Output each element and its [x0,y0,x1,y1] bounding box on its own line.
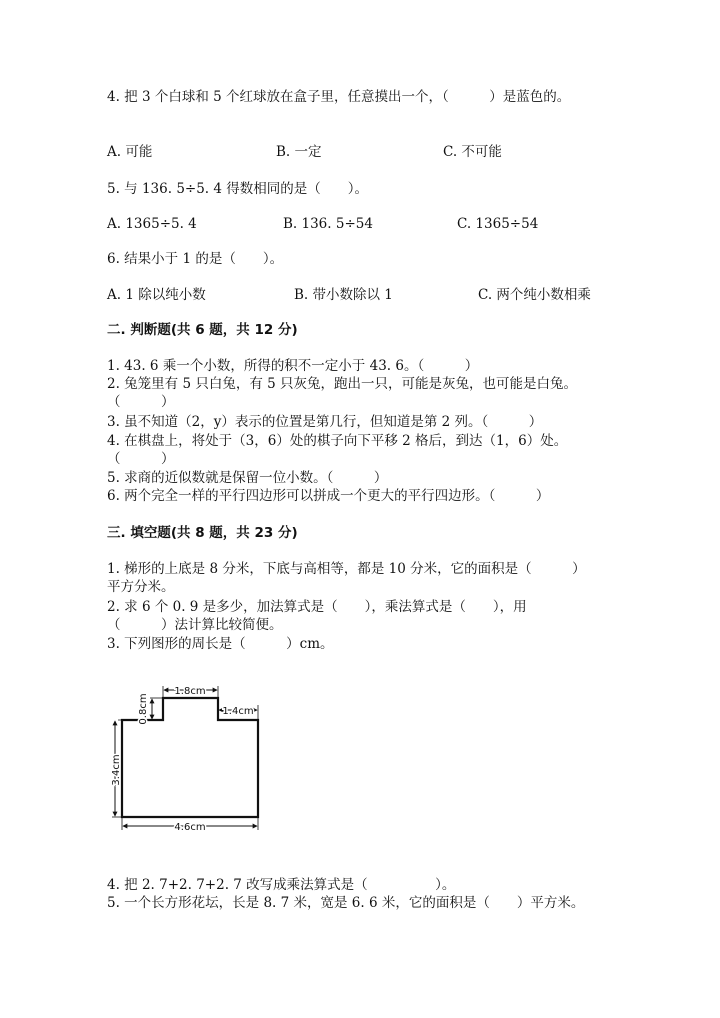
judge-line: （ ） [107,451,175,467]
question-5: 5. 与 136. 5÷5. 4 得数相同的是（ ）。 [107,181,369,197]
q4-option-c[interactable]: C. 不可能 [443,144,502,160]
q4-option-a[interactable]: A. 可能 [107,144,153,160]
label-notch: 0.8cm [138,693,149,725]
label-top: 1.8cm [174,686,206,697]
q4-option-b[interactable]: B. 一定 [276,144,322,160]
fill-line: 3. 下列图形的周长是（ ）cm。 [107,636,334,652]
q5-option-a[interactable]: A. 1365÷5. 4 [107,216,197,232]
question-4: 4. 把 3 个白球和 5 个红球放在盒子里，任意摸出一个，（ ）是蓝色的。 [107,89,571,105]
section-2-title: 二. 判断题(共 6 题，共 12 分) [107,322,298,338]
fill-line: 2. 求 6 个 0. 9 是多少，加法算式是（ ），乘法算式是（ ），用 [107,599,527,615]
fill-line: （ ）法计算比较简便。 [107,617,283,633]
judge-line: 5. 求商的近似数就是保留一位小数。（ ） [107,470,388,486]
fill-line: 5. 一个长方形花坛，长是 8. 7 米，宽是 6. 6 米，它的面积是（ ）平方米。 [107,895,585,911]
label-height: 3.4cm [111,754,122,786]
label-right-step: 1.4cm [222,706,254,717]
q5-option-c[interactable]: C. 1365÷54 [457,216,539,232]
judge-line: （ ） [107,394,175,410]
judge-line: 4. 在棋盘上，将处于（3，6）处的棋子向下平移 2 格后，到达（1，6）处。 [107,433,568,449]
label-bottom: 4.6cm [174,822,206,833]
q5-option-b[interactable]: B. 136. 5÷54 [283,216,373,232]
section-3-title: 三. 填空题(共 8 题，共 23 分) [107,525,298,541]
question-6: 6. 结果小于 1 的是（ ）。 [107,251,284,267]
fill-line: 1. 梯形的上底是 8 分米，下底与高相等，都是 10 分米，它的面积是（ ） [107,561,586,577]
fill-line: 平方分米。 [107,579,175,595]
q6-option-a[interactable]: A. 1 除以纯小数 [107,287,206,303]
judge-line: 6. 两个完全一样的平行四边形可以拼成一个更大的平行四边形。（ ） [107,488,550,504]
q6-option-c[interactable]: C. 两个纯小数相乘 [478,287,591,303]
q6-option-b[interactable]: B. 带小数除以 1 [294,287,393,303]
fill-line: 4. 把 2. 7+2. 7+2. 7 改写成乘法算式是（ ）。 [107,877,456,893]
judge-line: 3. 虽不知道（2，y）表示的位置是第几行，但知道是第 2 列。（ ） [107,414,543,430]
judge-line: 2. 兔笼里有 5 只白兔，有 5 只灰兔，跑出一只，可能是灰兔，也可能是白兔。 [107,376,578,392]
judge-line: 1. 43. 6 乘一个小数，所得的积不一定小于 43. 6。（ ） [107,358,479,374]
